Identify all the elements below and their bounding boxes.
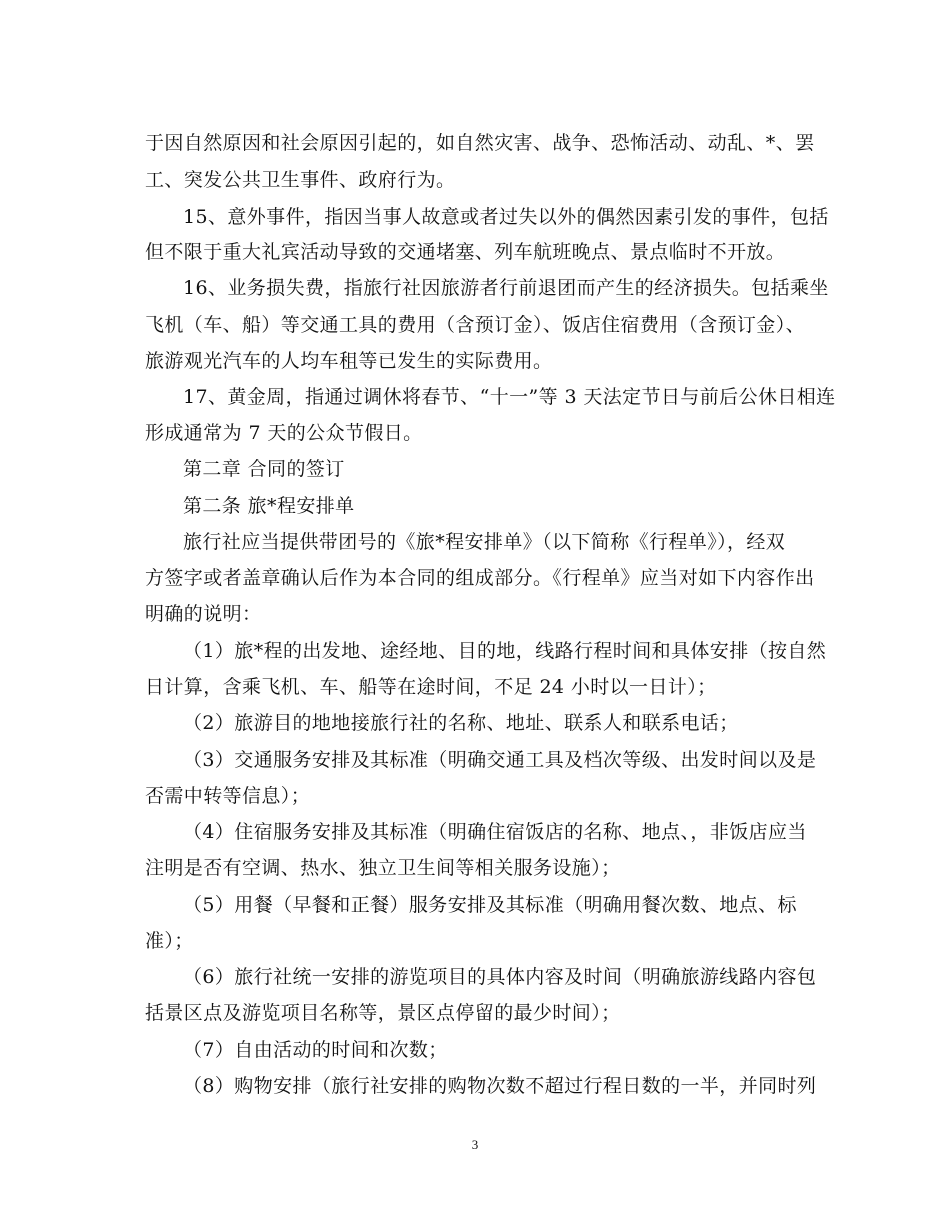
text-line: 形成通常为 7 天的公众节假日。 bbox=[145, 422, 423, 444]
text-line: 工、突发公共卫生事件、政府行为。 bbox=[145, 169, 456, 191]
list-item: （7）自由活动的时间和次数； bbox=[183, 1039, 448, 1061]
text-line: 括景区点及游览项目名称等，景区点停留的最少时间）； bbox=[145, 1002, 621, 1024]
list-item: （8）购物安排（旅行社安排的购物次数不超过行程日数的一半，并同时列 bbox=[183, 1075, 817, 1097]
text-line: 旅游观光汽车的人均车租等已发生的实际费用。 bbox=[145, 350, 553, 372]
text-line: 准）； bbox=[145, 930, 194, 952]
text-line: 方签字或者盖章确认后作为本合同的组成部分。《行程单》应当对如下内容作出 bbox=[145, 567, 815, 589]
text-line: 但不限于重大礼宾活动导致的交通堵塞、列车航班晚点、景点临时不开放。 bbox=[145, 241, 786, 263]
text-line: 15、意外事件，指因当事人故意或者过失以外的偶然因素引发的事件，包括 bbox=[183, 206, 829, 228]
text-line: 16、业务损失费，指旅行社因旅游者行前退团而产生的经济损失。包括乘坐 bbox=[183, 277, 829, 299]
article-heading: 第二条 旅*程安排单 bbox=[183, 495, 355, 517]
page-number: 3 bbox=[471, 1137, 479, 1152]
text-line: 飞机（车、船）等交通工具的费用（含预订金）、饭店住宿费用（含预订金）、 bbox=[145, 314, 806, 336]
text-line: 明确的说明： bbox=[145, 603, 262, 625]
list-item: （2）旅游目的地地接旅行社的名称、地址、联系人和联系电话； bbox=[183, 712, 739, 734]
list-item: （6）旅行社统一安排的游览项目的具体内容及时间（明确旅游线路内容包 bbox=[183, 966, 817, 988]
list-item: （5）用餐（早餐和正餐）服务安排及其标准（明确用餐次数、地点、标 bbox=[183, 894, 797, 916]
text-line: 于因自然原因和社会原因引起的，如自然灾害、战争、恐怖活动、动乱、*、罢 bbox=[145, 132, 815, 154]
chapter-heading: 第二章 合同的签订 bbox=[183, 458, 345, 480]
text-line: 注明是否有空调、热水、独立卫生间等相关服务设施）； bbox=[145, 857, 621, 879]
text-line: 否需中转等信息）； bbox=[145, 785, 311, 807]
list-item: （4）住宿服务安排及其标准（明确住宿饭店的名称、地点、，非饭店应当 bbox=[183, 821, 807, 843]
text-line: 日计算，含乘飞机、车、船等在途时间，不足 24 小时以一日计）； bbox=[145, 676, 717, 698]
text-line: 17、黄金周，指通过调休将春节、“十一”等 3 天法定节日与前后公休日相连 bbox=[183, 386, 836, 408]
list-item: （1）旅*程的出发地、途经地、目的地，线路行程时间和具体安排（按自然 bbox=[183, 640, 827, 662]
text-line: 旅行社应当提供带团号的《旅*程安排单》（以下简称《行程单》），经双 bbox=[183, 531, 786, 553]
list-item: （3）交通服务安排及其标准（明确交通工具及档次等级、出发时间以及是 bbox=[183, 749, 817, 771]
